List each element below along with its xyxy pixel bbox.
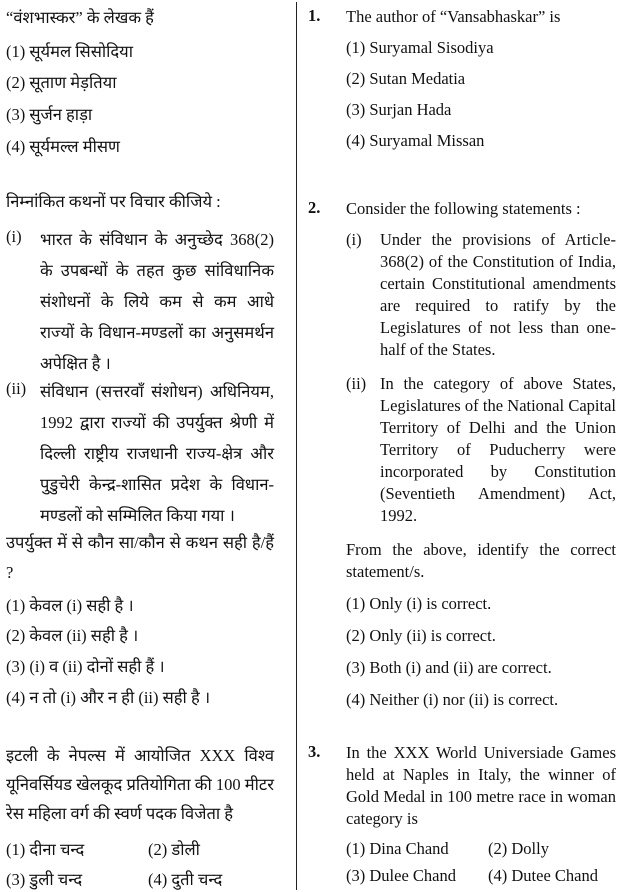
hindi-q3-stem: इटली के नेपल्स में आयोजित XXX विश्व यूनिवर्सियड खेलकूद प्रतियोगिता की 100 मीटर रेस महिला वर्ग की स्वर्ण पदक विजेता है	[6, 746, 274, 823]
q2-option: (3) Both (i) and (ii) are correct.	[346, 658, 552, 677]
hindi-q1-option: (2) सूताण मेड़तिया	[6, 73, 117, 92]
q1-stem: The author of “Vansabhaskar” is	[346, 7, 561, 26]
hindi-q1-option: (1) सूर्यमल सिसोदिया	[6, 42, 134, 61]
hindi-q2-stem: निम्नांकित कथनों पर विचार कीजिये :	[6, 192, 221, 211]
q1-option: (1) Suryamal Sisodiya	[346, 38, 494, 57]
hindi-q2-option: (3) (i) व (ii) दोनों सही हैं ।	[6, 657, 165, 676]
q2-option: (4) Neither (i) nor (ii) is correct.	[346, 690, 559, 709]
q3-option-4: (4) Dutee Chand	[488, 866, 598, 885]
q3-option-3: (3) Dulee Chand	[346, 866, 456, 885]
hindi-q2-statement-1: भारत के संविधान के अनुच्छेद 368(2) के उपबन्धों के तहत कुछ सांविधानिक संशोधनों के लिये कम से कम आधे राज्यों के विधान-मण्डलों का अनुसमर्थन अपेक्षित है ।	[40, 230, 274, 373]
q1-option: (3) Surjan Hada	[346, 100, 452, 119]
q1-option: (2) Sutan Medatia	[346, 69, 466, 88]
q2-option: (2) Only (ii) is correct.	[346, 626, 496, 645]
q1-number: 1.	[308, 6, 321, 25]
hindi-q2-statement-2: संविधान (सत्तरवाँ संशोधन) अधिनियम, 1992 द्वारा राज्यों की उपर्युक्त श्रेणी में दिल्ली राष्ट्रीय राजधानी राज्य-क्षेत्र और पुडुचेरी केन्द्र-शासित प्रदेश के विधान-मण्डलों को सम्मिलित किया गया ।	[40, 382, 274, 525]
q3-stem: In the XXX World Universiade Games held at Naples in Italy, the winner of Gold Medal in 100 metre race in woman category is	[346, 743, 616, 828]
q2-statement-number: (i)	[346, 230, 362, 249]
q2-option: (1) Only (i) is correct.	[346, 594, 492, 613]
hindi-q3-option-2: (2) डोली	[148, 840, 200, 859]
hindi-q2-statement-number: (ii)	[6, 379, 27, 398]
hindi-q3-option-4: (4) दुती चन्द	[148, 870, 223, 889]
hindi-q2-statement-number: (i)	[6, 227, 22, 246]
hindi-q2-question: उपर्युक्त में से कौन सा/कौन से कथन सही है/हैं ?	[6, 533, 274, 582]
q2-statement-number: (ii)	[346, 374, 367, 393]
hindi-q2-option: (4) न तो (i) और न ही (ii) सही है ।	[6, 688, 211, 707]
q3-option-1: (1) Dina Chand	[346, 839, 449, 858]
hindi-q1-stem: “वंशभास्कर” के लेखक हैं	[6, 8, 154, 27]
hindi-q1-option: (3) सुर्जन हाड़ा	[6, 105, 93, 124]
q2-statement-2: In the category of above States, Legislatures of the National Capital Territory of Delhi and the Union Territory of Puducherry were incorporated by Constitution (Seventieth Amendment) Act, 1992.	[380, 374, 616, 525]
hindi-q2-option: (2) केवल (ii) सही है ।	[6, 626, 139, 645]
hindi-q3-option-3: (3) डुली चन्द	[6, 870, 83, 889]
column-divider	[296, 2, 297, 890]
hindi-q3-option-1: (1) दीना चन्द	[6, 840, 85, 859]
q2-statement-1: Under the provisions of Article-368(2) of the Constitution of India, certain Constitutional amendments are required to ratify by the Legislatures of not less than one-half of the States.	[380, 230, 616, 359]
q2-question: From the above, identify the correct statement/s.	[346, 540, 616, 581]
q3-option-2: (2) Dolly	[488, 839, 549, 858]
hindi-q1-option: (4) सूर्यमल्ल मीसण	[6, 137, 120, 156]
q3-number: 3.	[308, 742, 321, 761]
q1-option: (4) Suryamal Missan	[346, 131, 485, 150]
q2-stem: Consider the following statements :	[346, 199, 581, 218]
hindi-q2-option: (1) केवल (i) सही है ।	[6, 596, 134, 615]
q2-number: 2.	[308, 198, 321, 217]
